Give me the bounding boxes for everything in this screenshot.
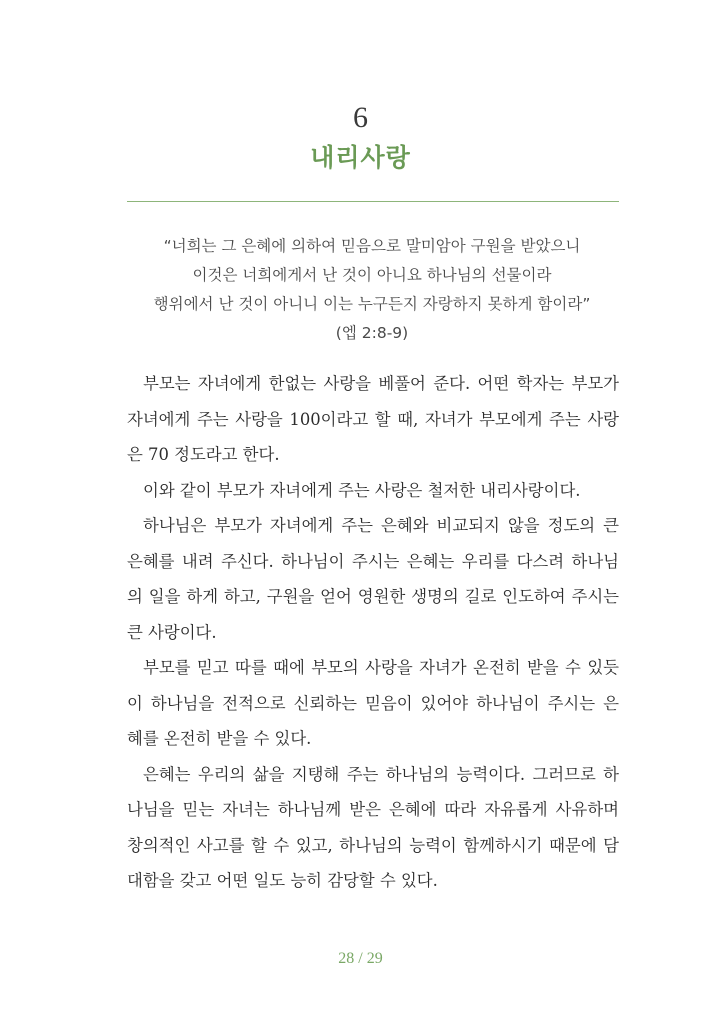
body-line: 혜를 온전히 받을 수 있다. bbox=[127, 729, 312, 748]
body-line: 은혜를 내려 주신다. 하나님이 주시는 은혜는 우리를 다스려 하나님 bbox=[127, 551, 619, 571]
body-line: 나님을 믿는 자녀는 하나님께 받은 은혜에 따라 자유롭게 사유하며 bbox=[127, 800, 619, 819]
body-line: 대함을 갖고 어떤 일도 능히 감당할 수 있다. bbox=[127, 871, 438, 890]
scripture-quote bbox=[100, 232, 644, 348]
quote-line: 이것은 너희에게서 난 것이 아니요 하나님의 선물이라 bbox=[192, 266, 552, 284]
body-line: 은 70 정도라고 한다. bbox=[127, 445, 280, 464]
quote-reference: (엡 2:8-9) bbox=[335, 324, 409, 342]
quote-line: “너희는 그 은혜에 의하여 믿음으로 말미암아 구원을 받았으니 bbox=[163, 237, 581, 255]
body-line: 큰 사랑이다. bbox=[127, 622, 217, 642]
quote-line: 행위에서 난 것이 아니니 이는 누구든지 자랑하지 못하게 함이라” bbox=[153, 295, 591, 313]
body-line: 하나님은 부모가 자녀에게 주는 은혜와 비교되지 않을 정도의 큰 bbox=[143, 516, 619, 535]
page-number: 28 / 29 bbox=[338, 950, 383, 967]
body-line: 은혜는 우리의 삶을 지탱해 주는 하나님의 능력이다. 그러므로 하 bbox=[143, 764, 619, 784]
body-line: 이와 같이 부모가 자녀에게 주는 사랑은 철저한 내리사랑이다. bbox=[143, 480, 581, 500]
body-line: 이 하나님을 전적으로 신뢰하는 믿음이 있어야 하나님이 주시는 은 bbox=[127, 693, 619, 713]
body-line: 부모는 자녀에게 한없는 사랑을 베풀어 준다. 어떤 학자는 부모가 bbox=[143, 374, 619, 393]
body-line: 창의적인 사고를 할 수 있고, 하나님의 능력이 함께하시기 때문에 담 bbox=[127, 835, 619, 855]
body-text bbox=[127, 366, 619, 899]
chapter-title: 내리사랑 bbox=[310, 143, 411, 172]
chapter-number: 6 bbox=[353, 101, 368, 134]
title-divider bbox=[127, 201, 619, 202]
body-line: 의 일을 하게 하고, 구원을 얻어 영원한 생명의 길로 인도하여 주시는 bbox=[127, 587, 619, 606]
body-line: 자녀에게 주는 사랑을 100이라고 할 때, 자녀가 부모에게 주는 사랑 bbox=[127, 409, 619, 429]
body-line: 부모를 믿고 따를 때에 부모의 사랑을 자녀가 온전히 받을 수 있듯 bbox=[143, 658, 619, 677]
